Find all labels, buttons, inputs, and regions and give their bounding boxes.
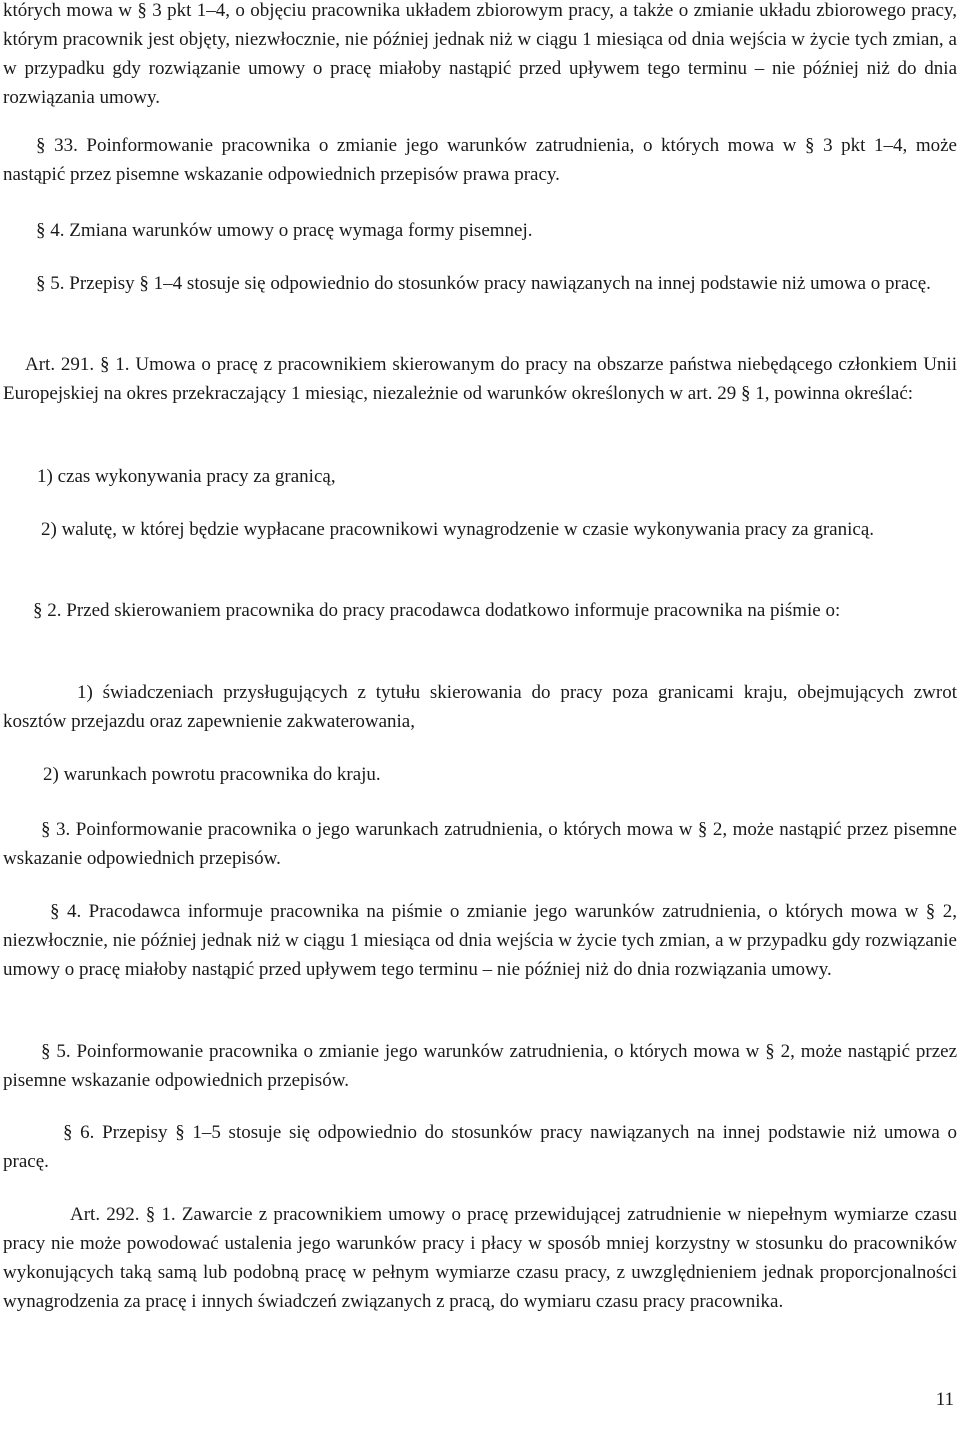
- page-number: 11: [935, 1389, 954, 1410]
- paragraph-art-292: Art. 292. § 1. Zawarcie z pracownikiem umowy o pracę przewidującej zatrudnienie w niepełnym wymiarze czasu pracy nie może powodować ustalenia jego warunków pracy i płacy w sposób mniej korzystny w stosunku do pracowników wykonujących taką samą lub podobną pracę w pełnym wymiarze czasu pracy, z uwzględnieniem jednak proporcjonalności wynagrodzenia za pracę i innych świadczeń związanych z pracą, do wymiaru czasu pracy pracownika.: [3, 1204, 957, 1312]
- list-item-2: 2) walutę, w której będzie wypłacane pracownikowi wynagrodzenie w czasie wykonywania pracy za granicą.: [41, 519, 875, 540]
- paragraph-par-6: § 6. Przepisy § 1–5 stosuje się odpowiednio do stosunków pracy nawiązanych na innej podstawie niż umowa o pracę.: [3, 1122, 957, 1172]
- paragraph-par-3: § 3. Poinformowanie pracownika o jego warunkach zatrudnienia, o których mowa w § 2, może nastąpić przez pisemne wskazanie odpowiednich przepisów.: [3, 819, 957, 869]
- paragraph-art-291: Art. 291. § 1. Umowa o pracę z pracownikiem skierowanym do pracy na obszarze państwa niebędącego członkiem Unii Europejskiej na okres przekraczający 1 miesiąc, niezależnie od warunków określonych w art. 29 § 1, powinna określać:: [3, 354, 957, 404]
- paragraph-par-5: § 5. Przepisy § 1–4 stosuje się odpowiednio do stosunków pracy nawiązanych na innej podstawie niż umowa o pracę.: [36, 273, 931, 294]
- paragraph-par-33: § 33. Poinformowanie pracownika o zmianie jego warunków zatrudnienia, o których mowa w § 3 pkt 1–4, może nastąpić przez pisemne wskazanie odpowiednich przepisów prawa pracy.: [3, 135, 957, 185]
- paragraph-par-4b: § 4. Pracodawca informuje pracownika na piśmie o zmianie jego warunków zatrudnienia, o których mowa w § 2, niezwłocznie, nie później jednak niż w ciągu 1 miesiąca od dnia wejścia w życie tych zmian, a w przypadku gdy rozwiązanie umowy o pracę miałoby nastąpić przed upływem tego terminu – nie później niż do dnia rozwiązania umowy.: [3, 901, 957, 980]
- list-item-1: 1) czas wykonywania pracy za granicą,: [37, 466, 336, 487]
- list-item-benefits: 1) świadczeniach przysługujących z tytułu skierowania do pracy poza granicami kraju, obejmujących zwrot kosztów przejazdu oraz zapewnienie zakwaterowania,: [3, 682, 957, 732]
- paragraph-par-4: § 4. Zmiana warunków umowy o pracę wymaga formy pisemnej.: [36, 220, 533, 241]
- list-item-return: 2) warunkach powrotu pracownika do kraju.: [43, 764, 381, 785]
- paragraph-continuation: których mowa w § 3 pkt 1–4, o objęciu pracownika układem zbiorowym pracy, a także o zmianie układu zbiorowego pracy, którym pracownik jest objęty, niezwłocznie, nie później jednak niż w ciągu 1 miesiąca od dnia wejścia w życie tych zmian, a w przypadku gdy rozwiązanie umowy o pracę miałoby nastąpić przed upływem tego terminu – nie później niż do dnia rozwiązania umowy.: [3, 0, 957, 108]
- paragraph-par-2: § 2. Przed skierowaniem pracownika do pracy pracodawca dodatkowo informuje pracownika na piśmie o:: [33, 600, 841, 621]
- paragraph-par-5b: § 5. Poinformowanie pracownika o zmianie jego warunków zatrudnienia, o których mowa w § 2, może nastąpić przez pisemne wskazanie odpowiednich przepisów.: [3, 1041, 957, 1091]
